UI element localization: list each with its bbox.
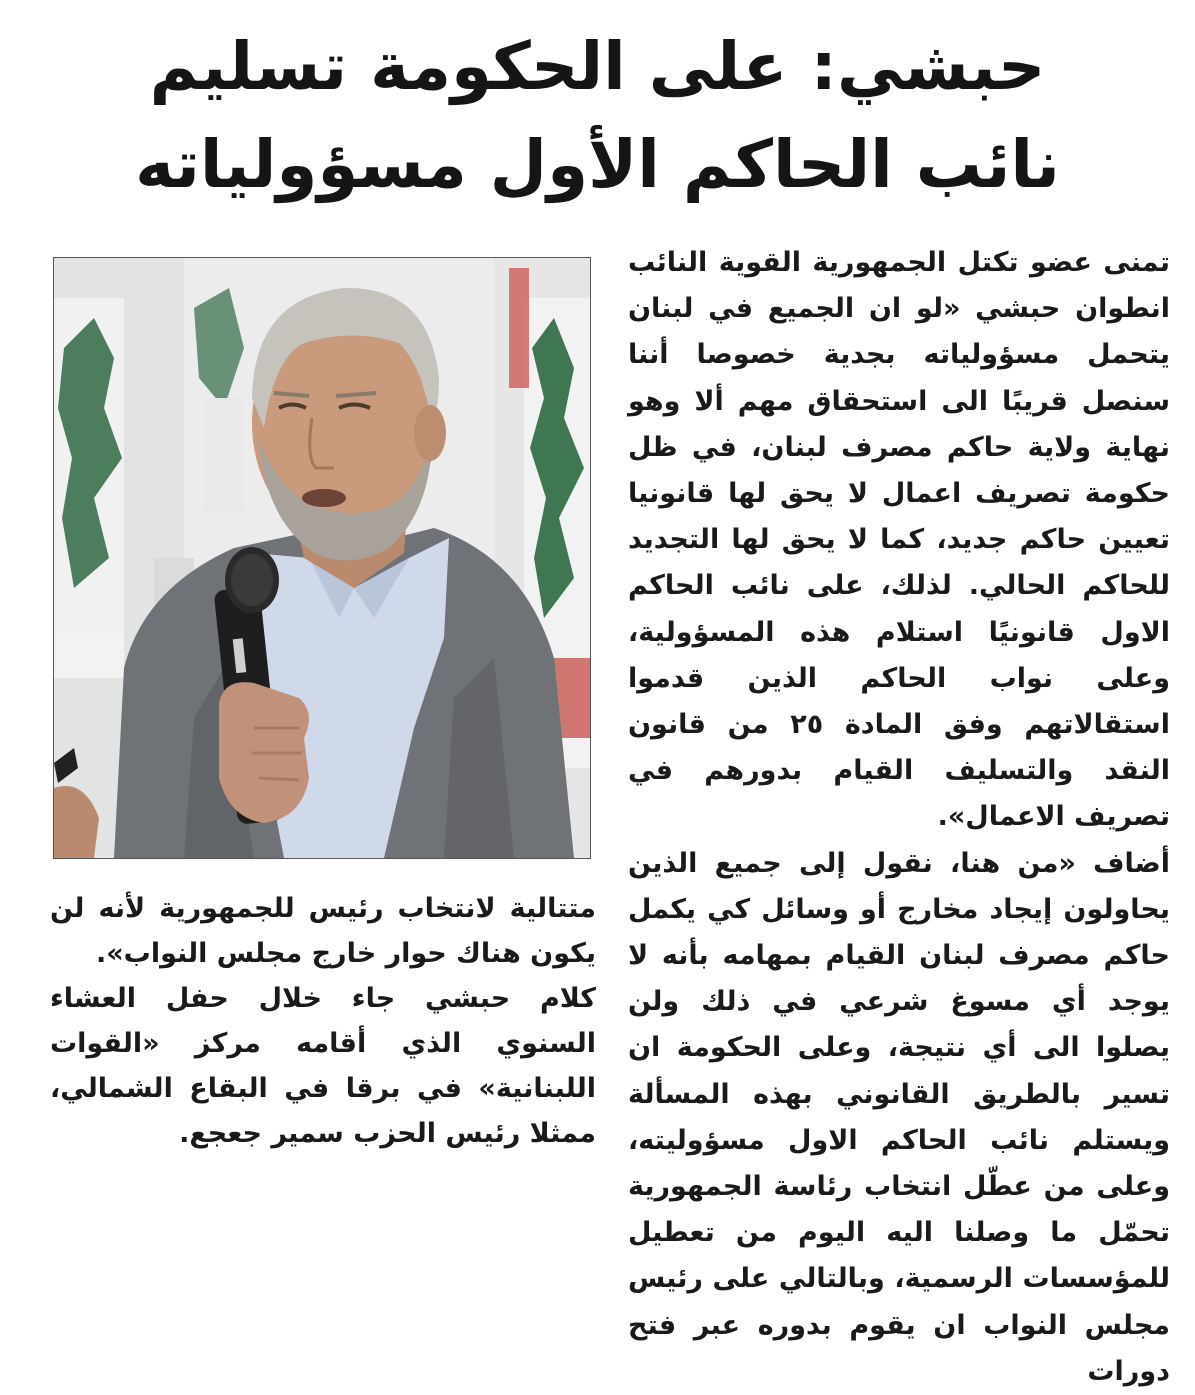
ear <box>414 405 446 461</box>
headline-line-2: نائب الحاكم الأول مسؤولياته <box>135 126 1060 203</box>
headline-line-1: حبشي: على الحكومة تسليم <box>149 28 1046 105</box>
article-paragraph-4: كلام حبشي جاء خلال حفل العشاء السنوي الذي أقامه مركز «القوات اللبنانية» في برقا في البقاع الشمالي، ممثلا رئيس الحزب سمير جعجع. <box>50 983 596 1149</box>
speaker-photo <box>53 257 591 859</box>
mouth <box>302 489 346 507</box>
article-paragraph-2: أضاف «من هنا، نقول إلى جميع الذين يحاولون إيجاد مخارج أو وسائل كي يكمل حاكم مصرف لبنان القيام بمهامه بأنه لا يوجد أي مسوغ شرعي في ذلك ولن يصلوا الى أي نتيجة، وعلى الحكومة ان تسير بالطريق القانوني بهذه المسألة ويستلم نائب الحاكم الاول مسؤوليته، وعلى من عطّل انتخاب رئاسة الجمهورية تحمّل ما وصلنا اليه اليوم من تعطيل للمؤسسات الرسمية، وبالتالي على رئيس مجلس النواب ان يقوم بدوره عبر فتح دورات <box>628 847 1170 1387</box>
article-paragraph-3: متتالية لانتخاب رئيس للجمهورية لأنه لن يكون هناك حوار خارج مجلس النواب». <box>50 893 596 969</box>
article-column-left <box>50 886 596 1156</box>
speaker-photo-illustration <box>54 258 590 858</box>
article-paragraph-1: تمنى عضو تكتل الجمهورية القوية النائب انطوان حبشي «لو ان الجميع في لبنان يتحمل مسؤولياته بجدية خصوصا أننا سنصل قريبًا الى استحقاق مهم ألا وهو نهاية ولاية حاكم مصرف لبنان، في ظل حكومة تصريف اعمال لا يحق لها قانونيا تعيين حاكم جديد، كما لا يحق لها التجديد للحاكم الحالي. لذلك، على نائب الحاكم الاول قانونيًا استلام هذه المسؤولية، وعلى نواب الحاكم الذين قدموا استقالاتهم وفق المادة ٢٥ من قانون النقد والتسليف القيام بدورهم في تصريف الاعمال». <box>628 247 1170 833</box>
headline <box>60 18 1135 214</box>
article-column-right <box>628 240 1170 1395</box>
